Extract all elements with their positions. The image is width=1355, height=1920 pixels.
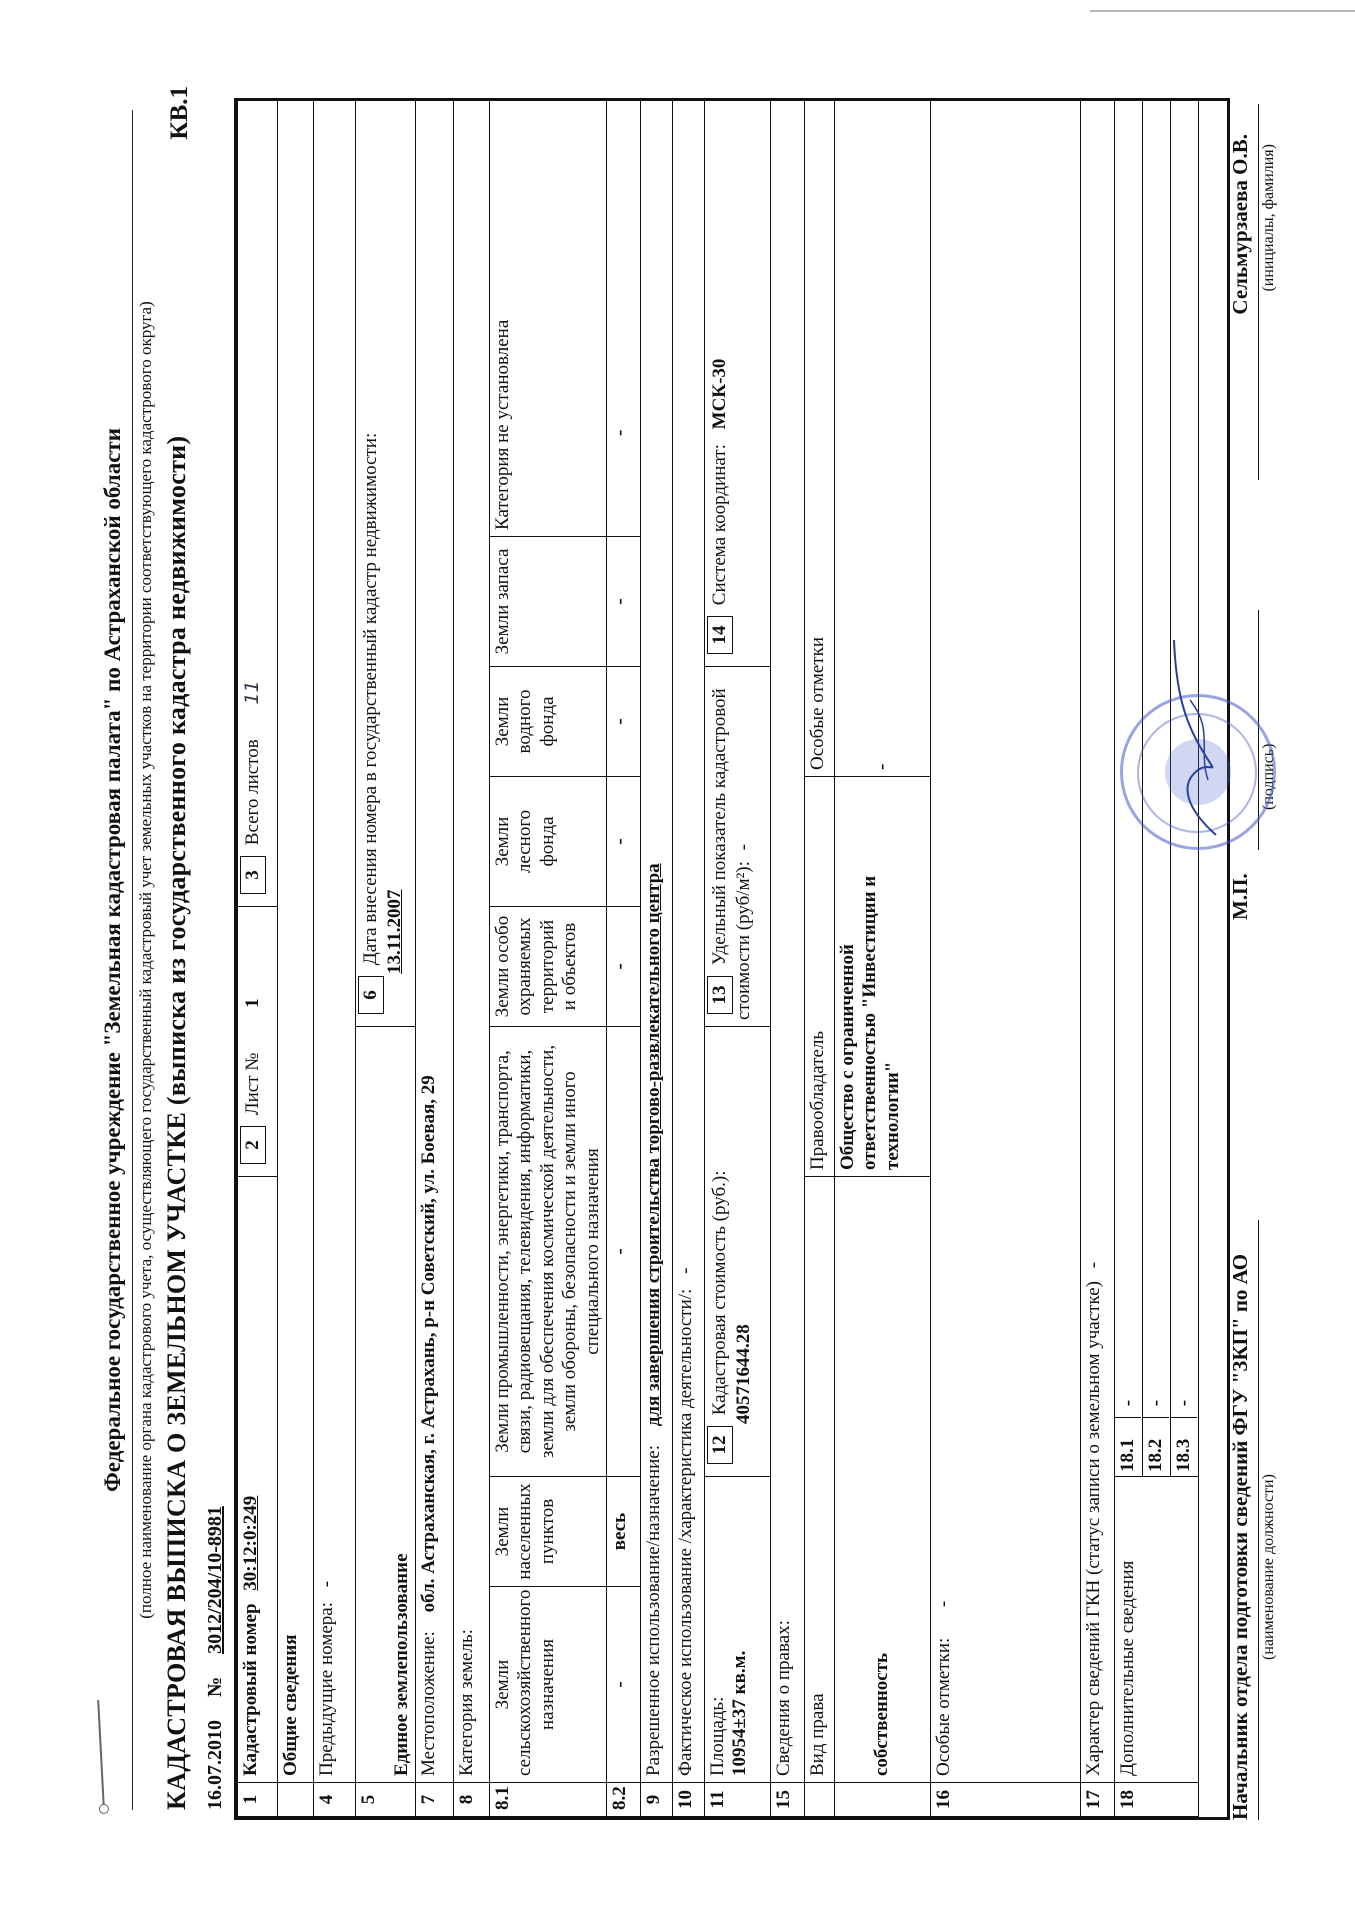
general-header-row (277, 100, 313, 1816)
row-number (834, 1783, 930, 1817)
category-industry: Земли промышленности, энергетики, транспорта, связи, радиовещания, телевидения, информатики, земли для обеспечения космической деятельности, земли обороны, безопасности и земли иного специального назначения (489, 1027, 606, 1477)
document-title: КАДАСТРОВАЯ ВЫПИСКА О ЗЕМЕЛЬНОМ УЧАСТКЕ (выписка из государственного кадастра недвижимости) (161, 435, 191, 1810)
field-number: 14 (707, 616, 733, 654)
row-17 (1080, 100, 1114, 1816)
actual-use-label: Фактическое использование /характеристика деятельности/: (674, 1288, 696, 1776)
right-holder-value: Общество с ограниченной ответственностью "Инвестиции и технологии" (834, 776, 930, 1176)
rights-value-row (834, 100, 930, 1816)
additional-info-value: - (1116, 1399, 1138, 1407)
general-section-title: Общие сведения (277, 100, 313, 1782)
coordinate-system-label: Система координат: (708, 444, 730, 606)
category-settlements: Земли населенных пунктов (489, 1477, 606, 1587)
main-table-frame (234, 98, 1230, 1820)
gkn-status-value: - (1082, 1261, 1104, 1269)
area-label: Площадь: (706, 1696, 728, 1776)
gkn-status-cell (1080, 100, 1114, 1782)
row-number: 17 (1080, 1783, 1114, 1817)
row-15 (770, 100, 804, 1816)
row-10 (672, 100, 704, 1816)
field-number: 13 (707, 976, 733, 1014)
row-number: 10 (672, 1783, 704, 1817)
row-number: 11 (704, 1783, 770, 1817)
previous-numbers-label: Предыдущие номера: (315, 1602, 337, 1776)
permitted-use-cell (640, 100, 672, 1782)
special-notes-cell (930, 100, 1080, 1782)
signer-name: Сельмурзаева О.В. (1227, 134, 1252, 315)
cadastral-number-label: Кадастровый номер (239, 1603, 261, 1776)
row-number (277, 1783, 313, 1817)
sheet-label: Лист № (241, 1052, 263, 1116)
position-caption: (наименование должности) (1259, 1474, 1277, 1660)
additional-info-number: 18.2 (1143, 1417, 1169, 1476)
cadastral-cost-label: Кадастровая стоимость (руб.): (708, 1170, 730, 1416)
specific-cost-value: - (732, 844, 754, 851)
row-number: 4 (313, 1783, 355, 1817)
row-8-2 (606, 100, 640, 1816)
registration-date-label: Дата внесения номера в государственный кадастр недвижимости: (359, 432, 381, 966)
total-sheets-value: 11 (240, 680, 263, 705)
row-5 (355, 100, 415, 1816)
row-number: 8 (453, 1783, 489, 1817)
row-number: 16 (930, 1783, 1080, 1817)
name-underline (1258, 104, 1259, 480)
row-18-1 (1114, 100, 1142, 1816)
field-number: 12 (707, 1426, 733, 1464)
actual-use-value: - (674, 1267, 696, 1274)
additional-info-number: 18.3 (1171, 1417, 1197, 1476)
category-value: - (606, 776, 640, 906)
row-number: 15 (770, 1783, 804, 1817)
organization-underline (132, 110, 133, 1810)
row-7 (415, 100, 453, 1816)
form-code: КВ.1 (165, 86, 193, 140)
cadastral-cost-cell (704, 1027, 770, 1477)
location-label: Местоположение: (417, 1631, 439, 1776)
number-label: № (203, 1676, 226, 1697)
category-reserve: Земли запаса (489, 536, 606, 666)
category-value: - (606, 536, 640, 666)
location-value: обл. Астраханская, г. Астрахань, р-н Советский, ул. Боевая, 29 (417, 1075, 439, 1613)
additional-info-value: - (1144, 1399, 1166, 1407)
seal-place-label: М.П. (1227, 873, 1252, 920)
row-number: 1 (237, 1783, 277, 1817)
category-value: - (606, 1587, 640, 1783)
document-meta (204, 1506, 227, 1810)
row-4 (313, 100, 355, 1816)
row-number: 5 (355, 1783, 415, 1817)
cadastral-number-value: 30:12:0:249 (239, 1495, 261, 1591)
row-number: 9 (640, 1783, 672, 1817)
field-number: 2 (240, 1126, 266, 1164)
area-value: 10954±37 кв.м. (728, 1650, 750, 1776)
category-value: весь (606, 1477, 640, 1587)
category-protected: Земли особо охраняемых территорий и объектов (489, 906, 606, 1026)
organization-title: Федеральное государственное учреждение "Земельная кадастровая палата" по Астраханской области (99, 428, 125, 1492)
additional-info-value: - (1172, 1399, 1194, 1407)
special-notes-value: - (932, 1600, 954, 1607)
name-caption: (инициалы, фамилия) (1259, 144, 1277, 292)
gkn-status-label: Характер сведений ГКН (статус записи о земельном участке) (1082, 1281, 1104, 1776)
category-forest: Земли лесного фонда (489, 776, 606, 906)
row-1 (237, 100, 277, 1816)
specific-cost-label: Удельный показатель кадастровой стоимости (руб/м²): (708, 688, 754, 1020)
actual-use-cell (672, 100, 704, 1782)
additional-info-label: Дополнительные сведения (1114, 1477, 1198, 1783)
category-value: - (606, 100, 640, 536)
handwritten-signature (1168, 620, 1228, 840)
row-number: 8.2 (606, 1783, 640, 1817)
position-underline (1258, 1220, 1259, 1820)
row-number: 18 (1114, 1783, 1198, 1817)
signer-position: Начальник отдела подготовки сведений ФГУ "ЗКП" по АО (1227, 1253, 1252, 1820)
scan-edge (0, 0, 1355, 1)
document-page (88, 70, 1277, 1850)
sheet-value: 1 (241, 998, 263, 1008)
previous-numbers-cell (313, 100, 355, 1782)
specific-cost-cell (704, 666, 770, 1026)
signature-caption: (подпись) (1259, 743, 1277, 810)
special-notes-label: Особые отметки: (932, 1637, 954, 1776)
location-cell (415, 100, 453, 1782)
total-sheets-cell (237, 100, 277, 906)
total-sheets-label: Всего листов (241, 739, 263, 846)
organization-note: (полное наименование органа кадастрового учета, осуществляющего государственный кадастровый учет земельных участков на территории соответствующего кадастрового округа) (135, 301, 155, 1619)
permitted-use-label: Разрешенное использование/назначение: (642, 1445, 664, 1776)
right-type-header: Вид права (804, 1177, 834, 1783)
row-9 (640, 100, 672, 1816)
right-notes-value: - (834, 100, 930, 776)
rights-label: Сведения о правах: (770, 100, 804, 1782)
category-not-set: Категория не установлена (489, 100, 606, 536)
previous-numbers-value: - (315, 1580, 337, 1588)
permitted-use-value: для завершения строительства торгово-развлекательного центра (642, 863, 664, 1427)
registration-date-value: 13.11.2007 (383, 889, 405, 974)
sheet-cell (237, 906, 277, 1176)
row-8 (453, 100, 489, 1816)
cadastral-cost-value: 40571644.28 (732, 1324, 754, 1424)
main-table (237, 100, 1199, 1817)
category-value: - (606, 906, 640, 1026)
row-number (804, 1783, 834, 1817)
document-number: 3012/204/10-8981 (203, 1506, 226, 1654)
category-value: - (606, 666, 640, 776)
field-number: 3 (240, 856, 266, 894)
row-8-1 (489, 100, 606, 1816)
rights-header-row (804, 100, 834, 1816)
registration-date-cell (355, 100, 415, 1026)
additional-info-number: 18.1 (1115, 1417, 1141, 1476)
document-date: 16.07.2010 (203, 1720, 226, 1810)
category-value: - (606, 1027, 640, 1477)
coordinate-system-value: МСК-30 (708, 358, 730, 430)
land-category-label: Категория земель: (453, 100, 489, 1782)
coordinate-system-cell (704, 100, 770, 666)
cadastral-number-cell (237, 1177, 277, 1783)
unified-land-use-label: Единое землепользование (355, 1027, 415, 1783)
area-cell (704, 1477, 770, 1783)
row-number: 8.1 (489, 1783, 606, 1817)
right-holder-header: Правообладатель (804, 776, 834, 1176)
right-type-value: собственность (834, 1177, 930, 1783)
field-number: 6 (358, 976, 384, 1014)
category-water: Земли водного фонда (489, 666, 606, 776)
row-16 (930, 100, 1080, 1816)
right-notes-header: Особые отметки (804, 100, 834, 776)
row-number: 7 (415, 1783, 453, 1817)
category-agricultural: Земли сельскохозяйственного назначения (489, 1587, 606, 1783)
row-11 (704, 100, 770, 1816)
